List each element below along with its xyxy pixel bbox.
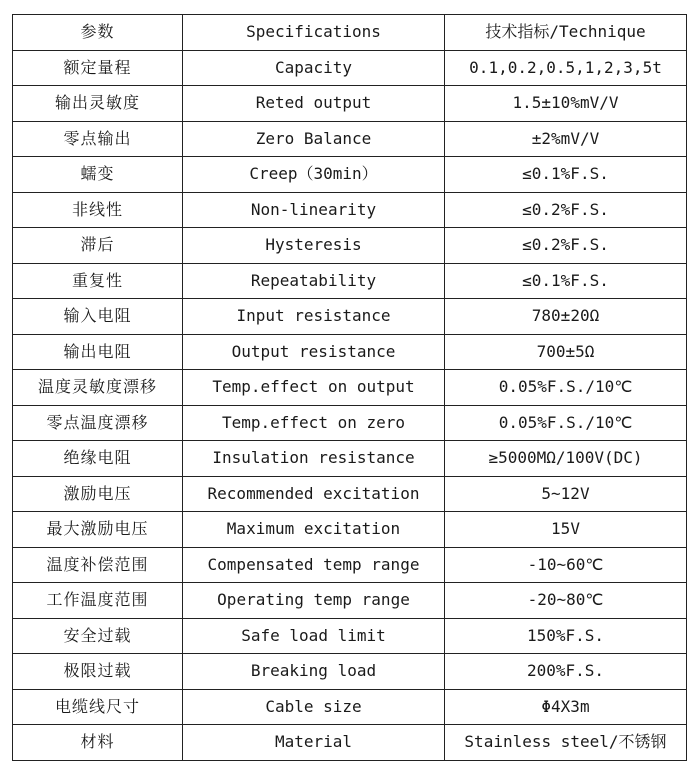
row-spec-cell: Cable size: [183, 689, 445, 725]
row-value-cell: 780±20Ω: [445, 299, 687, 335]
row-spec-cell: Operating temp range: [183, 583, 445, 619]
table-row: [13, 334, 687, 370]
row-spec-cell: Temp.effect on zero: [183, 405, 445, 441]
row-value-cell: ≥5000MΩ/100V(DC): [445, 441, 687, 477]
row-param-cell: 零点温度漂移: [13, 405, 183, 441]
row-value-cell: -20~80℃: [445, 583, 687, 619]
row-value-cell: 150%F.S.: [445, 618, 687, 654]
table-row: [13, 50, 687, 86]
row-value-cell: Stainless steel/不锈钢: [445, 725, 687, 761]
table-row: [13, 618, 687, 654]
row-param-cell: 非线性: [13, 192, 183, 228]
row-value-cell: 0.05%F.S./10℃: [445, 405, 687, 441]
row-spec-cell: Input resistance: [183, 299, 445, 335]
row-value-cell: 5~12V: [445, 476, 687, 512]
table-row: [13, 192, 687, 228]
table-row: [13, 547, 687, 583]
row-spec-cell: Capacity: [183, 50, 445, 86]
row-spec-cell: Non-linearity: [183, 192, 445, 228]
row-spec-cell: Insulation resistance: [183, 441, 445, 477]
row-param-cell: 重复性: [13, 263, 183, 299]
row-value-cell: 1.5±10%mV/V: [445, 86, 687, 122]
row-value-cell: 0.1,0.2,0.5,1,2,3,5t: [445, 50, 687, 86]
table-row: [13, 370, 687, 406]
row-value-cell: ≤0.1%F.S.: [445, 263, 687, 299]
row-param-cell: 电缆线尺寸: [13, 689, 183, 725]
row-value-cell: ≤0.2%F.S.: [445, 192, 687, 228]
row-param-cell: 额定量程: [13, 50, 183, 86]
row-param-cell: 蠕变: [13, 157, 183, 193]
table-row: [13, 654, 687, 690]
row-spec-cell: Temp.effect on output: [183, 370, 445, 406]
row-value-cell: ≤0.1%F.S.: [445, 157, 687, 193]
row-spec-cell: Zero Balance: [183, 121, 445, 157]
row-spec-cell: Output resistance: [183, 334, 445, 370]
row-param-cell: 零点输出: [13, 121, 183, 157]
row-param-cell: 输入电阻: [13, 299, 183, 335]
row-value-cell: Φ4X3m: [445, 689, 687, 725]
row-value-cell: 200%F.S.: [445, 654, 687, 690]
row-param-cell: 工作温度范围: [13, 583, 183, 619]
row-param-cell: 最大激励电压: [13, 512, 183, 548]
table-row: [13, 476, 687, 512]
row-spec-cell: Hysteresis: [183, 228, 445, 264]
row-value-cell: ±2%mV/V: [445, 121, 687, 157]
row-spec-cell: Maximum excitation: [183, 512, 445, 548]
table-row: [13, 86, 687, 122]
row-param-cell: 输出电阻: [13, 334, 183, 370]
table-row: [13, 441, 687, 477]
row-value-cell: 700±5Ω: [445, 334, 687, 370]
table-row: [13, 512, 687, 548]
table-row: [13, 263, 687, 299]
header-param: 参数: [13, 15, 183, 51]
table-row: [13, 689, 687, 725]
row-spec-cell: Compensated temp range: [183, 547, 445, 583]
row-param-cell: 极限过载: [13, 654, 183, 690]
table-row: [13, 405, 687, 441]
table-row: [13, 228, 687, 264]
header-tech: 技术指标/Technique: [445, 15, 687, 51]
row-param-cell: 温度补偿范围: [13, 547, 183, 583]
row-spec-cell: Breaking load: [183, 654, 445, 690]
row-param-cell: 安全过载: [13, 618, 183, 654]
table-row: [13, 725, 687, 761]
table-row: [13, 583, 687, 619]
row-spec-cell: Reted output: [183, 86, 445, 122]
row-param-cell: 材料: [13, 725, 183, 761]
row-value-cell: 0.05%F.S./10℃: [445, 370, 687, 406]
row-value-cell: -10~60℃: [445, 547, 687, 583]
table-row: [13, 299, 687, 335]
row-param-cell: 温度灵敏度漂移: [13, 370, 183, 406]
table-row: [13, 121, 687, 157]
row-spec-cell: Repeatability: [183, 263, 445, 299]
table-header-row: [13, 15, 687, 51]
row-spec-cell: Recommended excitation: [183, 476, 445, 512]
row-param-cell: 滞后: [13, 228, 183, 264]
row-value-cell: ≤0.2%F.S.: [445, 228, 687, 264]
table-body: [13, 15, 687, 761]
header-spec: Specifications: [183, 15, 445, 51]
row-spec-cell: Creep（30min）: [183, 157, 445, 193]
row-param-cell: 绝缘电阻: [13, 441, 183, 477]
row-value-cell: 15V: [445, 512, 687, 548]
row-spec-cell: Safe load limit: [183, 618, 445, 654]
row-param-cell: 输出灵敏度: [13, 86, 183, 122]
row-spec-cell: Material: [183, 725, 445, 761]
row-param-cell: 激励电压: [13, 476, 183, 512]
specifications-table: [12, 14, 687, 761]
table-row: [13, 157, 687, 193]
